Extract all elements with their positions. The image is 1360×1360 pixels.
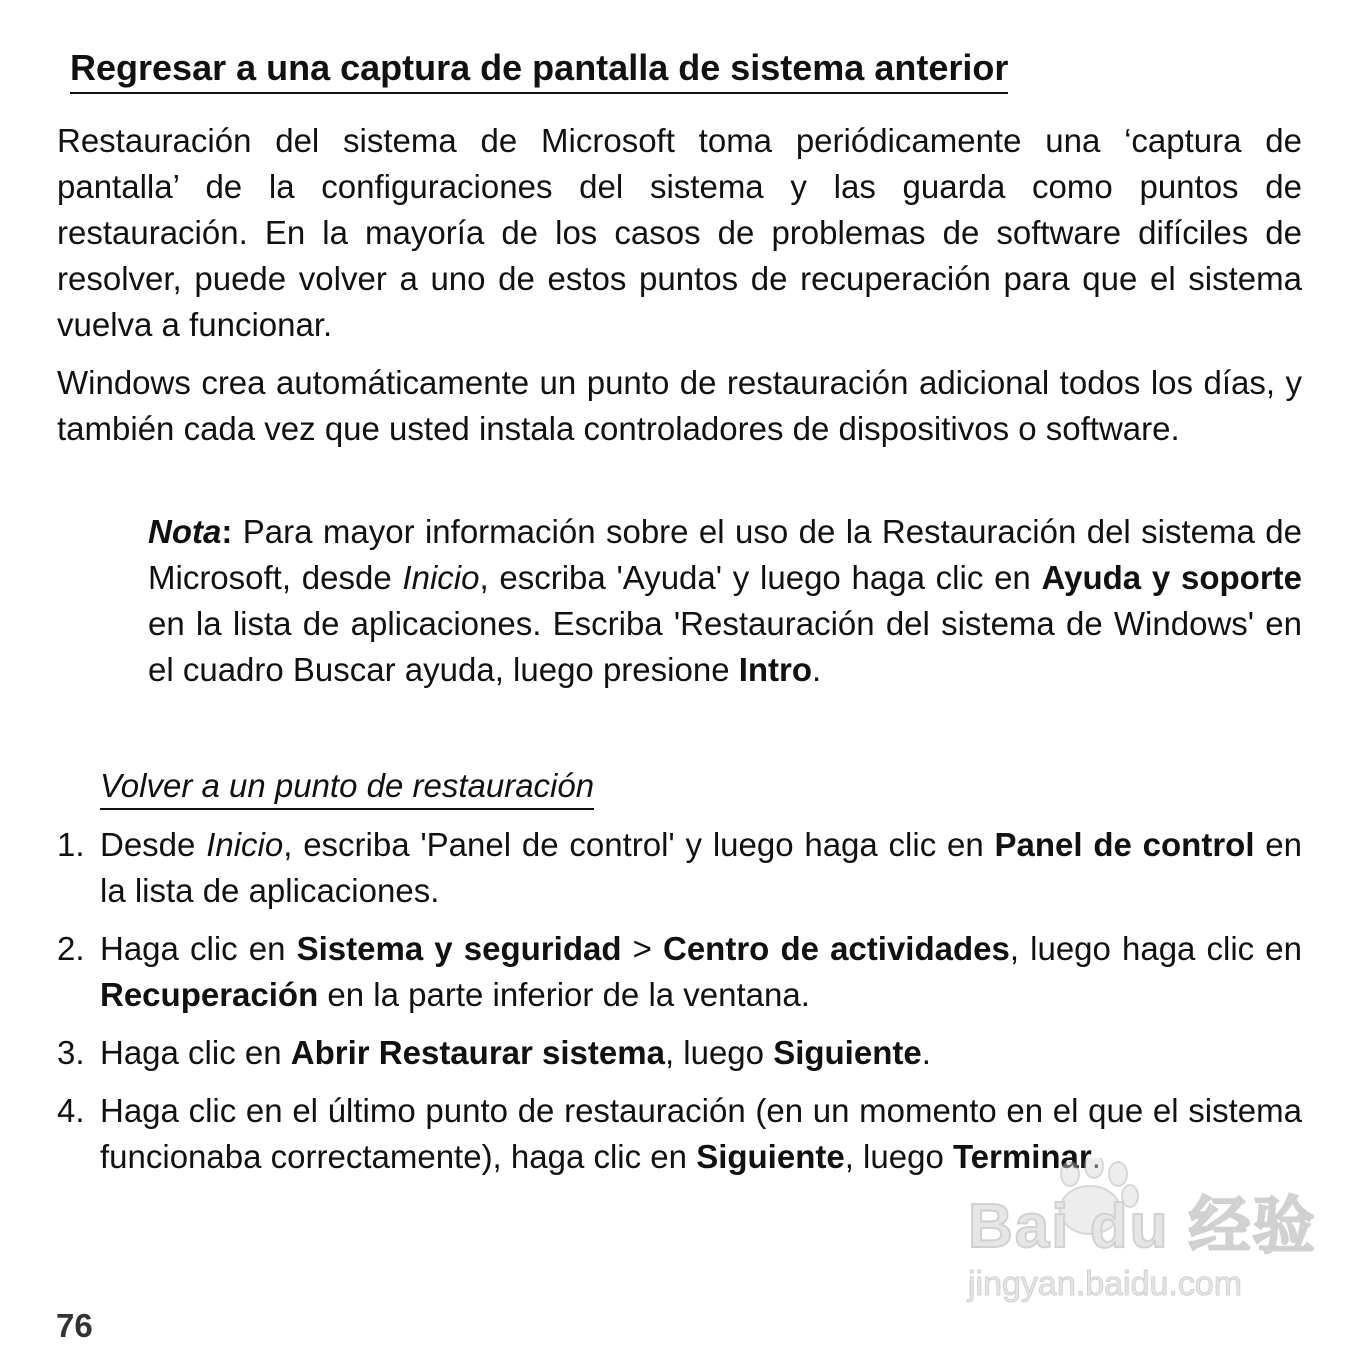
step-text: Haga clic en el último punto de restauración (en un momento en el que el sistema funcionaba correctamente), haga clic en [100, 1092, 1302, 1175]
step-item [57, 822, 1302, 914]
step-siguiente: Siguiente [773, 1034, 922, 1071]
step-abrir-restaurar: Abrir Restaurar sistema [290, 1034, 665, 1071]
note-colon: : [221, 513, 233, 550]
note-text: , escriba 'Ayuda' y luego haga clic en [479, 559, 1042, 596]
step-number: 3. [57, 1034, 85, 1071]
intro-paragraph: Restauración del sistema de Microsoft toma periódicamente una ‘captura de pantalla’ de la configuraciones del sistema y las guarda como puntos de restauración. En la mayoría de los casos de problemas de software difíciles de resolver, puede volver a uno de estos puntos de recuperación para que el sistema vuelva a funcionar. [57, 122, 1302, 343]
step-text: , luego [844, 1138, 953, 1175]
note-text: en la lista de aplicaciones. Escriba 'Restauración del sistema de Windows' en el cuadro Buscar ayuda, luego presione [148, 605, 1302, 688]
step-text: Haga clic en [100, 1034, 291, 1071]
step-number: 1. [57, 826, 85, 863]
step-terminar: Terminar [952, 1138, 1092, 1175]
step-text: , escriba 'Panel de control' y luego haga clic en [283, 826, 995, 863]
step-item [57, 1088, 1302, 1180]
step-siguiente: Siguiente [696, 1138, 845, 1175]
step-text: en la lista de aplicaciones. [100, 826, 1303, 909]
step-text: . [1091, 1138, 1101, 1175]
steps-list [57, 822, 1302, 1192]
note-paragraph [148, 509, 1302, 693]
note-ayuda-soporte: Ayuda y soporte [1041, 559, 1302, 596]
note-text: . [812, 651, 822, 688]
note-text: Para mayor información sobre el uso de la Restauración del sistema de Microsoft, desde [148, 513, 1302, 596]
auto-restore-paragraph: Windows crea automáticamente un punto de restauración adicional todos los días, y también cada vez que usted instala controladores de dispositivos o software. [57, 364, 1302, 447]
step-sistema-seguridad: Sistema y seguridad [296, 930, 622, 967]
subsection-heading: Volver a un punto de restauración [100, 764, 594, 810]
watermark-url: jingyan.baidu.com [968, 1265, 1243, 1303]
step-panel-control: Panel de control [994, 826, 1255, 863]
step-recuperacion: Recuperación [100, 976, 319, 1013]
note-intro: Intro [738, 651, 813, 688]
step-text: . [921, 1034, 931, 1071]
step-number: 4. [57, 1092, 85, 1129]
page-number: 76 [56, 1307, 93, 1344]
watermark-logo-text: Bai du 经验 [968, 1192, 1317, 1261]
step-inicio: Inicio [206, 826, 284, 863]
step-text: , luego [664, 1034, 774, 1071]
note-inicio: Inicio [402, 559, 480, 596]
step-text: en la parte inferior de la ventana. [318, 976, 810, 1013]
step-separator: > [621, 930, 663, 967]
step-item [57, 1030, 1302, 1076]
step-number: 2. [57, 930, 85, 967]
step-item [57, 926, 1302, 1018]
step-text: Haga clic en [100, 930, 297, 967]
step-centro-actividades: Centro de actividades [663, 930, 1010, 967]
section-heading: Regresar a una captura de pantalla de sistema anterior [70, 44, 1008, 94]
step-text: , luego haga clic en [1009, 930, 1303, 967]
note-label: Nota [148, 513, 222, 550]
step-text: Desde [100, 826, 207, 863]
